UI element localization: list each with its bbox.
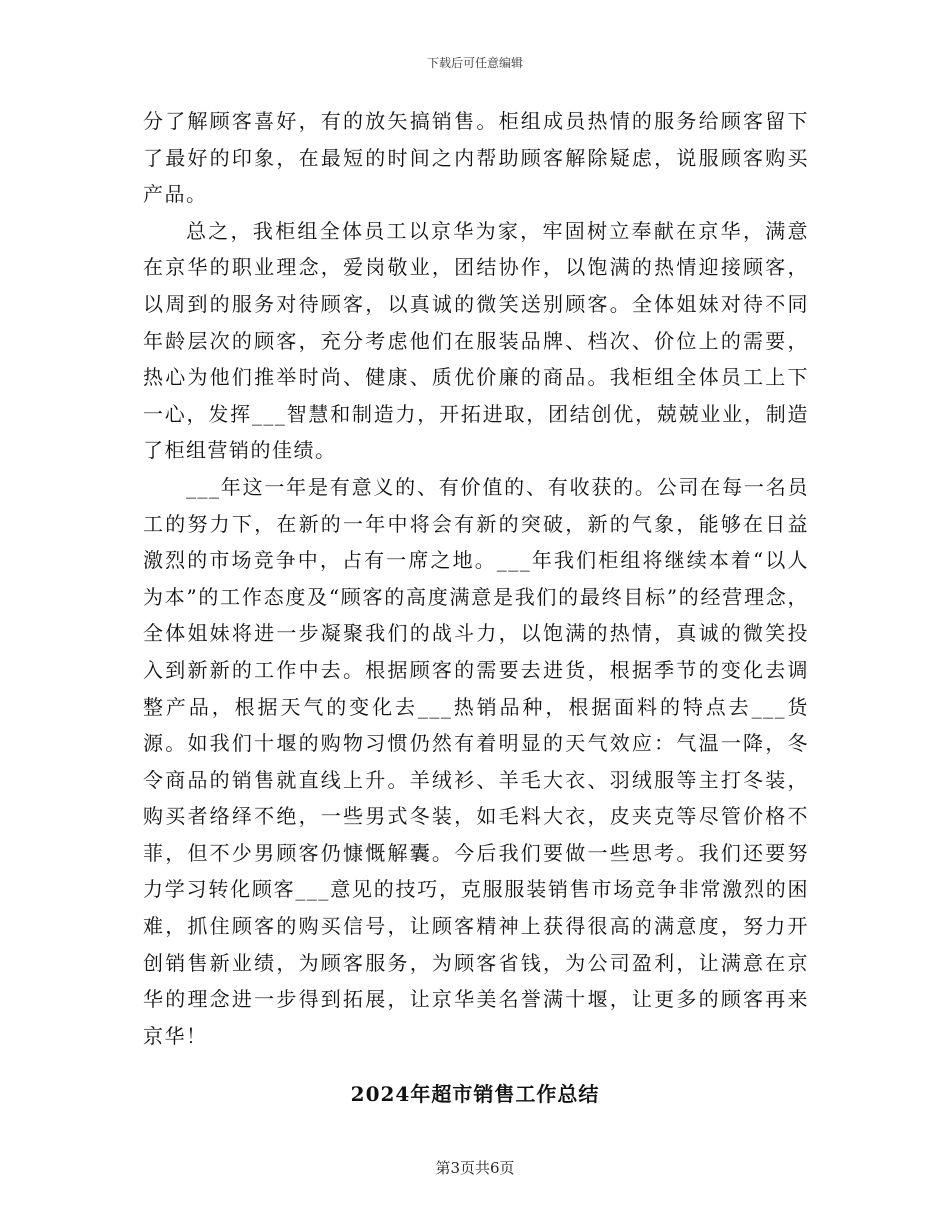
section-title: 2024年超市销售工作总结 xyxy=(350,1082,600,1106)
paragraph-summary: 总之，我柜组全体员工以京华为家，牢固树立奉献在京华，满意在京华的职业理念，爱岗敬业，团结协作，以饱满的热情迎接顾客，以周到的服务对待顾客，以真诚的微笑送别顾客。全体姐妹对待不同年龄层次的顾客，充分考虑他们在服装品牌、档次、价位上的需要，热心为他们推举时尚、健康、质优价廉的商品。我柜组全体员工上下一心，发挥___智慧和制造力，开拓进取，团结创优，兢兢业业，制造了柜组营销的佳绩。 xyxy=(143,218,809,463)
paragraph-continuation: 分了解顾客喜好，有的放矢搞销售。柜组成员热情的服务给顾客留下了最好的印象，在最短的时间之内帮助顾客解除疑虑，说服顾客购买产品。 xyxy=(143,109,809,207)
paragraph-year-review: ___年这一年是有意义的、有价值的、有收获的。公司在每一名员工的努力下，在新的一年中将会有新的突破，新的气象，能够在日益激烈的市场竞争中，占有一席之地。___年我们柜组将继续本着“以人为本”的工作态度及“顾客的高度满意是我们的最终目标”的经营理念，全体姐妹将进一步凝聚我们的战斗力，以饱满的热情，真诚的微笑投入到新新的工作中去。根据顾客的需要去进货，根据季节的变化去调整产品，根据天气的变化去___热销品种，根据面料的特点去___货源。如我们十堰的购物习惯仍然有着明显的天气效应：气温一降，冬令商品的销售就直线上升。羊绒衫、羊毛大衣、羽绒服等主打冬装，购买者络绎不绝，一些男式冬装，如毛料大衣，皮夹克等尽管价格不菲，但不少男顾客仍慷慨解囊。今后我们要做一些思考。我们还要努力学习转化顾客___意见的技巧，克服服装销售市场竞争非常激烈的困难，抓住顾客的购买信号，让顾客精神上获得很高的满意度，努力开创销售新业绩，为顾客服务，为顾客省钱，为公司盈利，让满意在京华的理念进一步得到拓展，让京华美名誉满十堰，让更多的顾客再来京华！ xyxy=(143,474,809,1048)
page-number: 第3页共6页 xyxy=(435,1159,515,1177)
header-note: 下载后可任意编辑 xyxy=(426,56,523,70)
document-body xyxy=(143,103,809,1054)
